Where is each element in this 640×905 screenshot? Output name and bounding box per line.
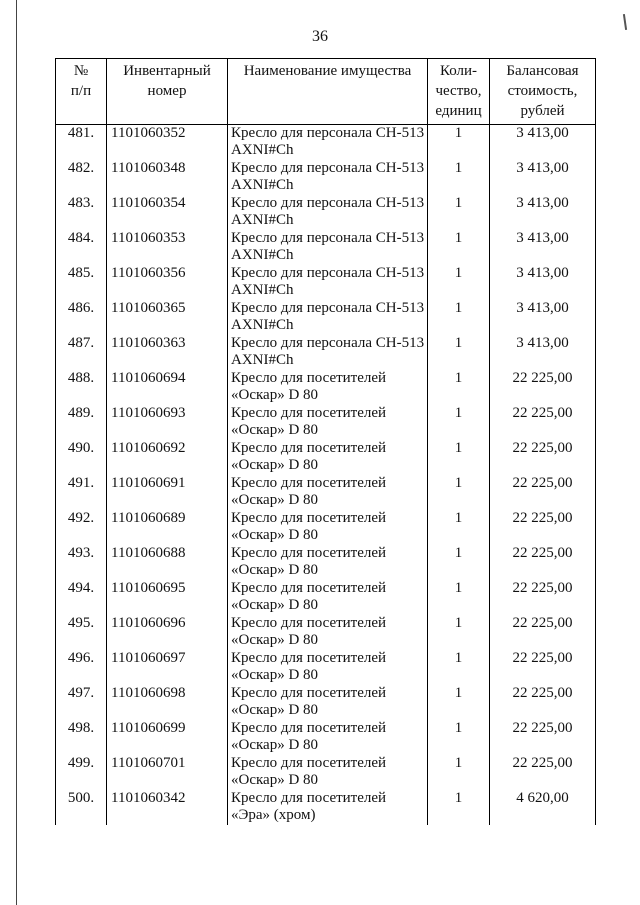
- quantity: 1: [428, 370, 490, 405]
- item-name-line: AXNI#Ch: [231, 352, 294, 368]
- balance-cost: 22 225,00: [490, 720, 596, 755]
- inventory-number: 1101060353: [107, 230, 228, 265]
- row-number: 487.: [56, 335, 107, 370]
- table-row: [56, 720, 596, 755]
- row-number: 496.: [56, 650, 107, 685]
- quantity: 1: [428, 545, 490, 580]
- item-name-line: Кресло для персонала СН-513: [231, 125, 425, 141]
- item-name-line: «Оскар» D 80: [231, 492, 319, 508]
- item-name-line: AXNI#Ch: [231, 282, 294, 298]
- header-qty-line: чество,: [435, 83, 482, 99]
- quantity: 1: [428, 475, 490, 510]
- quantity: 1: [428, 615, 490, 650]
- header-num-line: №: [73, 63, 89, 79]
- item-name: [228, 685, 428, 720]
- balance-cost: 22 225,00: [490, 440, 596, 475]
- item-name-line: Кресло для персонала СН-513: [231, 265, 425, 281]
- item-name: [228, 545, 428, 580]
- item-name-line: Кресло для посетителей: [231, 580, 387, 596]
- item-name-line: Кресло для посетителей: [231, 790, 387, 806]
- item-name-line: AXNI#Ch: [231, 212, 294, 228]
- table-row: [56, 545, 596, 580]
- header-inventory-line: Инвентарный: [123, 63, 211, 79]
- header-name-line: Наименование имущества: [243, 63, 412, 79]
- item-name-line: AXNI#Ch: [231, 177, 294, 193]
- header-num-line: п/п: [70, 83, 92, 99]
- table-row: [56, 265, 596, 300]
- quantity: 1: [428, 230, 490, 265]
- header-cost-line: Балансовая: [506, 63, 579, 79]
- header-inventory: [107, 59, 228, 125]
- item-name: [228, 790, 428, 825]
- item-name-line: Кресло для посетителей: [231, 475, 387, 491]
- row-number: 494.: [56, 580, 107, 615]
- item-name-line: «Оскар» D 80: [231, 422, 319, 438]
- item-name-line: AXNI#Ch: [231, 317, 294, 333]
- header-qty: [428, 59, 490, 125]
- item-name-line: Кресло для посетителей: [231, 545, 387, 561]
- inventory-number: 1101060688: [107, 545, 228, 580]
- item-name: [228, 335, 428, 370]
- item-name: [228, 230, 428, 265]
- quantity: 1: [428, 790, 490, 825]
- item-name-line: Кресло для посетителей: [231, 510, 387, 526]
- item-name-line: «Оскар» D 80: [231, 457, 319, 473]
- inventory-number: 1101060692: [107, 440, 228, 475]
- table-header-row: [56, 59, 596, 125]
- item-name-line: «Оскар» D 80: [231, 527, 319, 543]
- item-name-line: Кресло для посетителей: [231, 650, 387, 666]
- item-name: [228, 370, 428, 405]
- table-row: [56, 230, 596, 265]
- item-name-line: Кресло для посетителей: [231, 755, 387, 771]
- item-name: [228, 510, 428, 545]
- table-row: [56, 370, 596, 405]
- table-body: [56, 125, 596, 826]
- balance-cost: 22 225,00: [490, 510, 596, 545]
- item-name: [228, 265, 428, 300]
- item-name-line: Кресло для персонала СН-513: [231, 230, 425, 246]
- header-qty-line: Коли-: [439, 63, 478, 79]
- item-name: [228, 580, 428, 615]
- inventory-number: 1101060365: [107, 300, 228, 335]
- balance-cost: 3 413,00: [490, 230, 596, 265]
- inventory-number: 1101060693: [107, 405, 228, 440]
- table-row: [56, 650, 596, 685]
- header-cost-line: стоимость,: [507, 83, 578, 99]
- item-name-line: AXNI#Ch: [231, 247, 294, 263]
- balance-cost: 3 413,00: [490, 125, 596, 161]
- row-number: 491.: [56, 475, 107, 510]
- balance-cost: 3 413,00: [490, 160, 596, 195]
- quantity: 1: [428, 650, 490, 685]
- row-number: 488.: [56, 370, 107, 405]
- balance-cost: 22 225,00: [490, 475, 596, 510]
- item-name: [228, 405, 428, 440]
- table-row: [56, 440, 596, 475]
- row-number: 499.: [56, 755, 107, 790]
- item-name: [228, 440, 428, 475]
- item-name-line: Кресло для посетителей: [231, 685, 387, 701]
- row-number: 485.: [56, 265, 107, 300]
- balance-cost: 22 225,00: [490, 370, 596, 405]
- item-name: [228, 125, 428, 161]
- quantity: 1: [428, 335, 490, 370]
- item-name-line: Кресло для персонала СН-513: [231, 160, 425, 176]
- table-row: [56, 510, 596, 545]
- header-num: [56, 59, 107, 125]
- item-name-line: Кресло для посетителей: [231, 440, 387, 456]
- item-name: [228, 615, 428, 650]
- balance-cost: 4 620,00: [490, 790, 596, 825]
- row-number: 497.: [56, 685, 107, 720]
- inventory-number: 1101060695: [107, 580, 228, 615]
- row-number: 490.: [56, 440, 107, 475]
- item-name-line: «Оскар» D 80: [231, 737, 319, 753]
- item-name-line: AXNI#Ch: [231, 142, 294, 158]
- inventory-number: 1101060701: [107, 755, 228, 790]
- quantity: 1: [428, 720, 490, 755]
- item-name-line: Кресло для посетителей: [231, 720, 387, 736]
- header-inventory-line: номер: [147, 83, 187, 99]
- balance-cost: 22 225,00: [490, 650, 596, 685]
- inventory-number: 1101060363: [107, 335, 228, 370]
- balance-cost: 22 225,00: [490, 545, 596, 580]
- scan-edge-line: [16, 0, 17, 905]
- item-name-line: «Оскар» D 80: [231, 387, 319, 403]
- item-name: [228, 160, 428, 195]
- balance-cost: 22 225,00: [490, 755, 596, 790]
- item-name-line: «Оскар» D 80: [231, 632, 319, 648]
- property-table: [55, 58, 596, 825]
- header-qty-line: единиц: [435, 103, 482, 119]
- item-name: [228, 300, 428, 335]
- header-cost: [490, 59, 596, 125]
- quantity: 1: [428, 195, 490, 230]
- quantity: 1: [428, 685, 490, 720]
- row-number: 481.: [56, 125, 107, 161]
- item-name-line: «Эра» (хром): [231, 807, 316, 823]
- item-name-line: Кресло для персонала СН-513: [231, 335, 425, 351]
- table-row: [56, 685, 596, 720]
- page-number: 36: [312, 28, 328, 45]
- item-name: [228, 720, 428, 755]
- inventory-number: 1101060348: [107, 160, 228, 195]
- balance-cost: 3 413,00: [490, 335, 596, 370]
- table-row: [56, 160, 596, 195]
- item-name-line: Кресло для посетителей: [231, 615, 387, 631]
- table-row: [56, 195, 596, 230]
- row-number: 484.: [56, 230, 107, 265]
- inventory-number: 1101060342: [107, 790, 228, 825]
- quantity: 1: [428, 265, 490, 300]
- item-name: [228, 650, 428, 685]
- item-name-line: Кресло для персонала СН-513: [231, 195, 425, 211]
- quantity: 1: [428, 300, 490, 335]
- inventory-number: 1101060691: [107, 475, 228, 510]
- table-row: [56, 755, 596, 790]
- table-row: [56, 300, 596, 335]
- item-name-line: Кресло для персонала СН-513: [231, 300, 425, 316]
- quantity: 1: [428, 580, 490, 615]
- table-row: [56, 615, 596, 650]
- row-number: 483.: [56, 195, 107, 230]
- quantity: 1: [428, 440, 490, 475]
- quantity: 1: [428, 510, 490, 545]
- item-name-line: «Оскар» D 80: [231, 597, 319, 613]
- row-number: 482.: [56, 160, 107, 195]
- table-row: [56, 125, 596, 161]
- balance-cost: 22 225,00: [490, 685, 596, 720]
- item-name-line: Кресло для посетителей: [231, 370, 387, 386]
- item-name-line: «Оскар» D 80: [231, 667, 319, 683]
- inventory-number: 1101060354: [107, 195, 228, 230]
- row-number: 498.: [56, 720, 107, 755]
- table-row: [56, 335, 596, 370]
- inventory-number: 1101060356: [107, 265, 228, 300]
- quantity: 1: [428, 125, 490, 161]
- row-number: 486.: [56, 300, 107, 335]
- item-name-line: «Оскар» D 80: [231, 772, 319, 788]
- row-number: 495.: [56, 615, 107, 650]
- quantity: 1: [428, 755, 490, 790]
- inventory-number: 1101060352: [107, 125, 228, 161]
- quantity: 1: [428, 405, 490, 440]
- item-name: [228, 475, 428, 510]
- table-row: [56, 475, 596, 510]
- row-number: 493.: [56, 545, 107, 580]
- item-name-line: Кресло для посетителей: [231, 405, 387, 421]
- header-cost-line: рублей: [520, 103, 565, 119]
- inventory-number: 1101060696: [107, 615, 228, 650]
- header-name: [228, 59, 428, 125]
- item-name-line: «Оскар» D 80: [231, 702, 319, 718]
- row-number: 500.: [56, 790, 107, 825]
- item-name: [228, 755, 428, 790]
- item-name: [228, 195, 428, 230]
- inventory-number: 1101060694: [107, 370, 228, 405]
- inventory-number: 1101060699: [107, 720, 228, 755]
- balance-cost: 3 413,00: [490, 300, 596, 335]
- inventory-number: 1101060698: [107, 685, 228, 720]
- table-row: [56, 580, 596, 615]
- quantity: 1: [428, 160, 490, 195]
- table-row: [56, 790, 596, 825]
- inventory-number: 1101060689: [107, 510, 228, 545]
- row-number: 492.: [56, 510, 107, 545]
- balance-cost: 3 413,00: [490, 195, 596, 230]
- balance-cost: 22 225,00: [490, 615, 596, 650]
- item-name-line: «Оскар» D 80: [231, 562, 319, 578]
- balance-cost: 3 413,00: [490, 265, 596, 300]
- row-number: 489.: [56, 405, 107, 440]
- balance-cost: 22 225,00: [490, 405, 596, 440]
- inventory-number: 1101060697: [107, 650, 228, 685]
- table-row: [56, 405, 596, 440]
- balance-cost: 22 225,00: [490, 580, 596, 615]
